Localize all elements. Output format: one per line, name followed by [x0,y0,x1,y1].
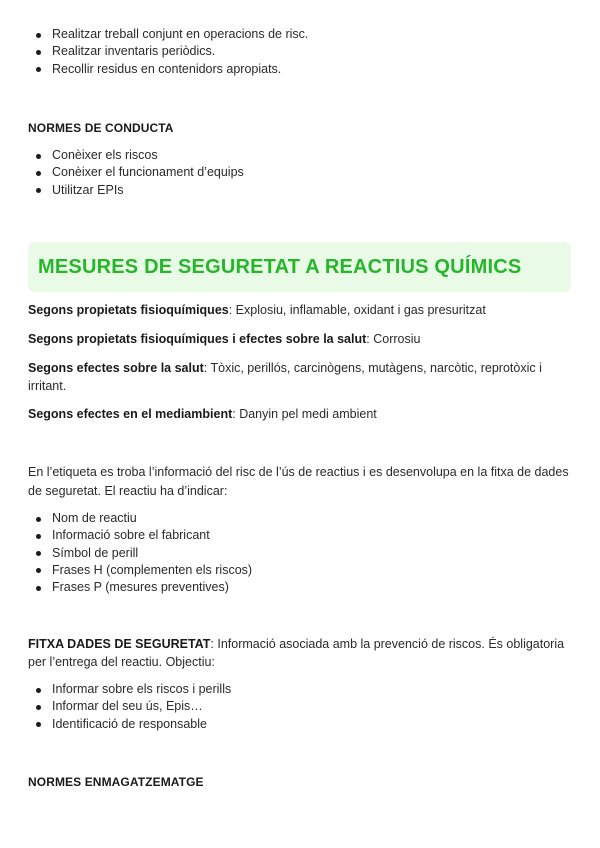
list-item: Frases P (mesures preventives) [36,579,252,596]
definition-text: : Tòxic, perillós, carcinògens, mutàgens, narcòtic, reprotòxic i irritant. [28,361,542,393]
list-item: Recollir residus en contenidors apropiats. [36,61,308,78]
list-item: Conèixer el funcionament d’equips [36,164,244,181]
top-bullet-list [36,26,308,78]
etiqueta-list [36,510,252,596]
etiqueta-paragraph: En l’etiqueta es troba l’informació del risc de l’ús de reactius i es desenvolupa en la fitxa de dades de seguretat. El reactiu ha d’indicar: [28,465,569,498]
list-item: Informar del seu ús, Epis… [36,698,231,715]
definition-term: Segons efectes en el mediambient [28,407,233,421]
definition-term: Segons propietats fisioquímiques i efectes sobre la salut [28,332,367,346]
definition-term: Segons propietats fisioquímiques [28,303,229,317]
definition-physchem [28,302,574,320]
list-item: Utilitzar EPIs [36,182,244,199]
definition-health [28,360,574,395]
list-item: Identificació de responsable [36,716,231,733]
definition-environment [28,406,574,424]
list-item: Frases H (complementen els riscos) [36,562,252,579]
definition-term: Segons efectes sobre la salut [28,361,204,375]
list-item: Nom de reactiu [36,510,252,527]
definition-text: : Explosiu, inflamable, oxidant i gas presuritzat [228,303,486,317]
fitxa-paragraph [28,635,574,671]
list-item: Informar sobre els riscos i perills [36,681,231,698]
definition-text: : Corrosiu [366,332,421,346]
list-item: Realitzar treball conjunt en operacions de risc. [36,26,308,43]
section-title: MESURES DE SEGURETAT A REACTIUS QUÍMICS [38,256,522,278]
list-item: Realitzar inventaris periòdics. [36,43,308,60]
fitxa-term: FITXA DADES DE SEGURETAT [28,637,211,651]
normes-emmagatzematge-heading: NORMES ENMAGATZEMATGE [28,775,204,789]
list-item: Símbol de perill [36,545,252,562]
section-banner [28,242,571,292]
normes-conducta-heading: NORMES DE CONDUCTA [28,121,174,135]
list-item: Conèixer els riscos [36,147,244,164]
fitxa-text: : Informació asociada amb la prevenció de riscos. És obligatoria per l’entrega del reactiu. Objectiu: [28,637,565,669]
fitxa-list [36,681,231,733]
list-item: Informació sobre el fabricant [36,527,252,544]
definition-text: : Danyin pel medi ambient [232,407,377,421]
definition-physchem-health [28,331,574,349]
normes-conducta-list [36,147,244,199]
